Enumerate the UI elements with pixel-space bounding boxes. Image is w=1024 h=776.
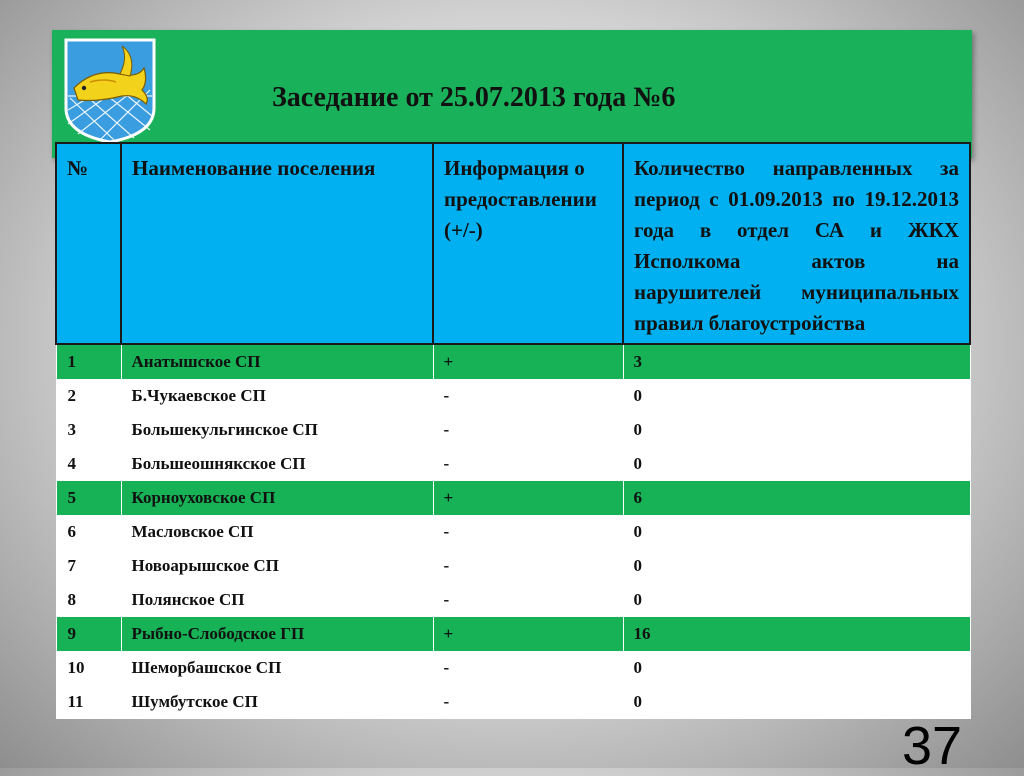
cell-number: 11 <box>56 685 121 719</box>
cell-settlement-name: Шумбутское СП <box>121 685 433 719</box>
cell-info: - <box>433 447 623 481</box>
cell-info: - <box>433 651 623 685</box>
cell-acts-count: 0 <box>623 549 970 583</box>
cell-acts-count: 0 <box>623 379 970 413</box>
cell-number: 1 <box>56 344 121 379</box>
cell-settlement-name: Шеморбашское СП <box>121 651 433 685</box>
cell-info: - <box>433 379 623 413</box>
settlements-table <box>55 142 971 719</box>
table-row <box>56 344 970 379</box>
cell-acts-count: 0 <box>623 583 970 617</box>
table-header-row <box>56 143 970 344</box>
cell-settlement-name: Полянское СП <box>121 583 433 617</box>
cell-info: - <box>433 515 623 549</box>
cell-info: - <box>433 685 623 719</box>
table-row <box>56 617 970 651</box>
cell-number: 2 <box>56 379 121 413</box>
cell-info: + <box>433 617 623 651</box>
table-row <box>56 447 970 481</box>
cell-number: 6 <box>56 515 121 549</box>
column-header-settlement: Наименование поселения <box>121 143 433 344</box>
table-row <box>56 583 970 617</box>
cell-settlement-name: Масловское СП <box>121 515 433 549</box>
cell-number: 5 <box>56 481 121 515</box>
cell-number: 10 <box>56 651 121 685</box>
table-row <box>56 685 970 719</box>
cell-number: 7 <box>56 549 121 583</box>
column-header-info: Информация о предоставлении (+/-) <box>433 143 623 344</box>
slide-number: 37 <box>902 716 963 776</box>
cell-acts-count: 0 <box>623 685 970 719</box>
cell-info: + <box>433 481 623 515</box>
table-row <box>56 413 970 447</box>
slide-header <box>52 30 972 158</box>
cell-settlement-name: Большеошнякское СП <box>121 447 433 481</box>
cell-settlement-name: Рыбно-Слободское ГП <box>121 617 433 651</box>
cell-number: 3 <box>56 413 121 447</box>
cell-number: 8 <box>56 583 121 617</box>
cell-settlement-name: Б.Чукаевское СП <box>121 379 433 413</box>
coat-of-arms-fish-icon <box>64 38 156 144</box>
table-row <box>56 549 970 583</box>
cell-info: - <box>433 549 623 583</box>
cell-info: + <box>433 344 623 379</box>
cell-settlement-name: Большекульгинское СП <box>121 413 433 447</box>
cell-acts-count: 0 <box>623 413 970 447</box>
column-header-number: № <box>56 143 121 344</box>
cell-info: - <box>433 583 623 617</box>
cell-acts-count: 3 <box>623 344 970 379</box>
cell-acts-count: 6 <box>623 481 970 515</box>
cell-info: - <box>433 413 623 447</box>
page-title: Заседание от 25.07.2013 года №6 <box>272 82 676 113</box>
cell-acts-count: 16 <box>623 617 970 651</box>
cell-settlement-name: Анатышское СП <box>121 344 433 379</box>
cell-number: 4 <box>56 447 121 481</box>
cell-acts-count: 0 <box>623 515 970 549</box>
settlements-table-wrapper <box>55 142 969 719</box>
cell-acts-count: 0 <box>623 651 970 685</box>
table-row <box>56 651 970 685</box>
cell-settlement-name: Новоарышское СП <box>121 549 433 583</box>
column-header-acts-count: Количество направленных за период с 01.09.2013 по 19.12.2013 года в отдел СА и ЖКХ Исполкома актов на нарушителей муниципальных правил благоустройства <box>623 143 970 344</box>
cell-settlement-name: Корноуховское СП <box>121 481 433 515</box>
table-row <box>56 515 970 549</box>
table-row <box>56 481 970 515</box>
cell-number: 9 <box>56 617 121 651</box>
table-row <box>56 379 970 413</box>
cell-acts-count: 0 <box>623 447 970 481</box>
